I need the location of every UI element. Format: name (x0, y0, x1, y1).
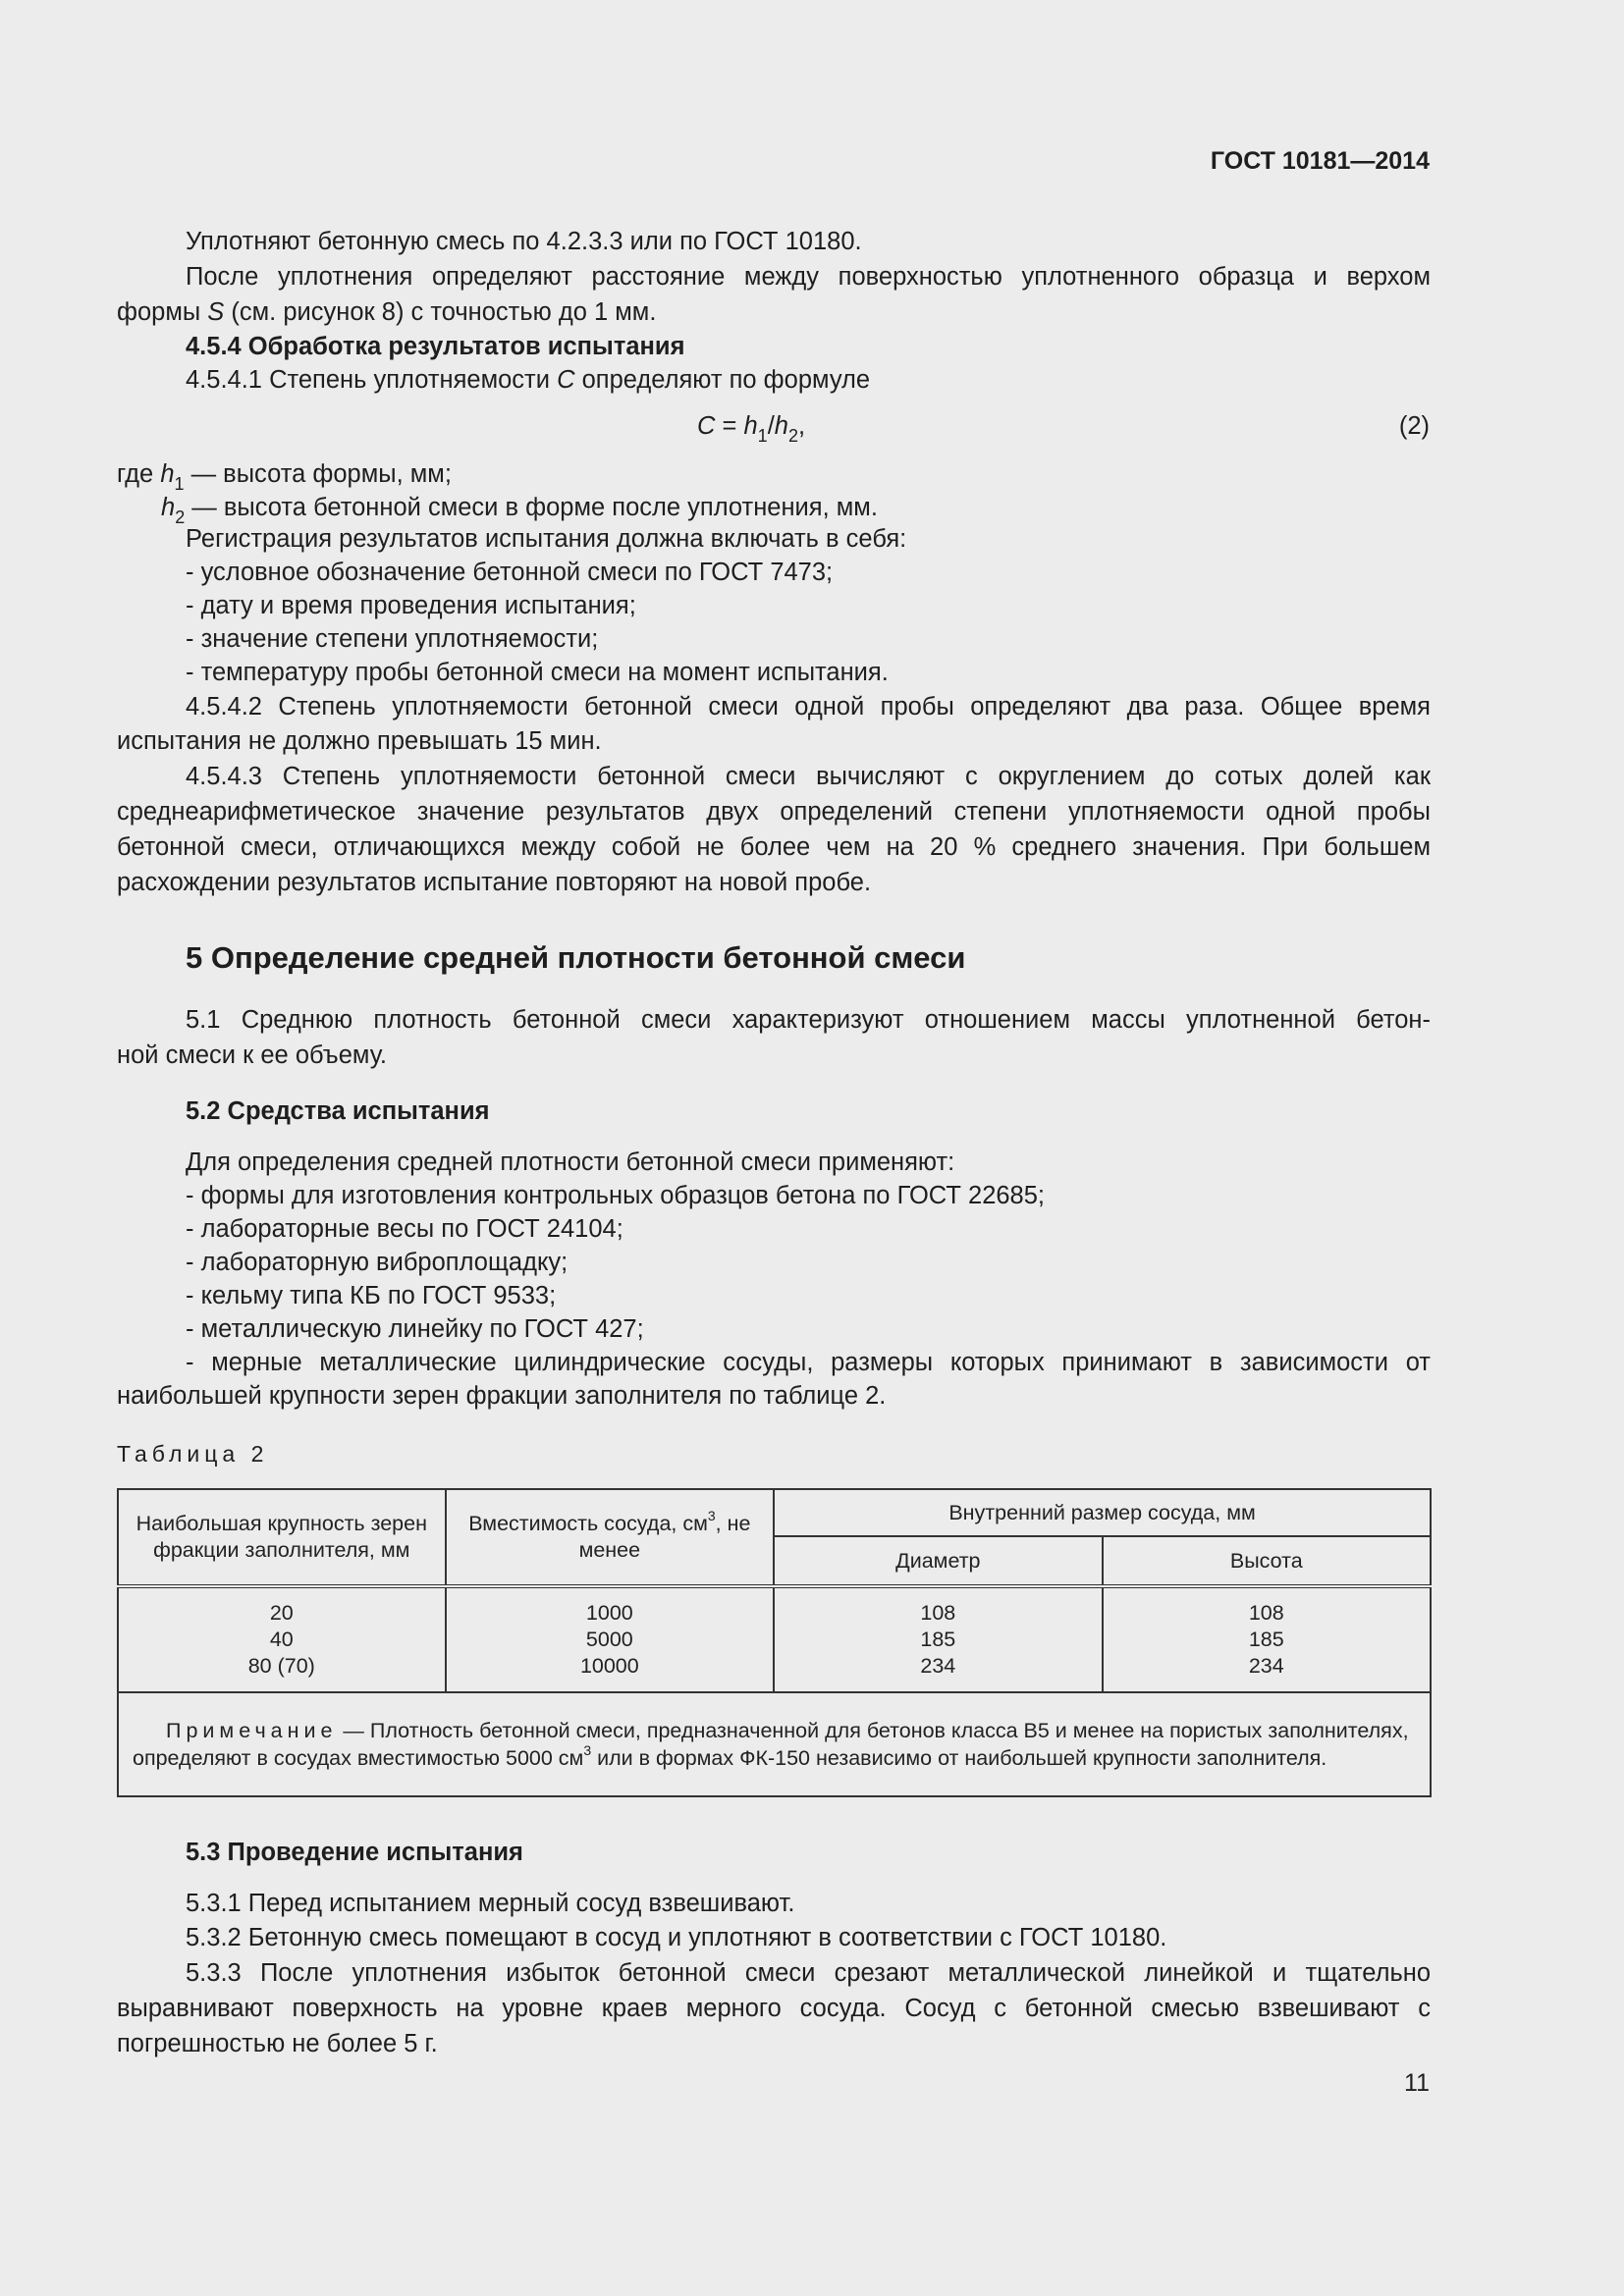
table-note: Примечание — Плотность бетонной смеси, предназначенной для бетонов класса В5 и менее на пористых заполнителях, определяют в сосудах вместимостью 5000 $см^3$ или в формах ФК-150 независимо от наибольшей крупности заполнителя. (118, 1692, 1431, 1796)
list-item: - кельму типа КБ по ГОСТ 9533; (186, 1282, 557, 1309)
paragraph-line: После уплотнения определяют расстояние между поверхностью уплотненного образца и верхом (186, 263, 1431, 291)
variable-definition: где $h_1$ — высота формы, мм; (117, 460, 452, 494)
list-item: - значение степени уплотняемости; (186, 625, 599, 653)
table-caption: Таблица 2 (117, 1441, 269, 1467)
list-item-line: наибольшей крупности зерен фракции заполнителя по таблице 2. (117, 1382, 887, 1410)
table-header-cell: Вместимость сосуда, $см^3$, не менее (446, 1489, 775, 1586)
subsection-heading: 5.2 Средства испытания (186, 1097, 490, 1125)
table-cell: 20 40 80 (70) (118, 1586, 446, 1692)
paragraph: Уплотняют бетонную смесь по 4.2.3.3 или по ГОСТ 10180. (186, 228, 862, 255)
paragraph-line: испытания не должно превышать 15 мин. (117, 727, 602, 755)
paragraph-line: 4.5.4.2 Степень уплотняемости бетонной смеси одной пробы определяют два раза. Общее время (186, 693, 1431, 721)
table-header-cell: Внутренний размер сосуда, мм (774, 1489, 1431, 1536)
list-item: - формы для изготовления контрольных образцов бетона по ГОСТ 22685; (186, 1182, 1046, 1209)
table-header-cell: Диаметр (774, 1536, 1102, 1586)
variable-definition: $h_2$ — высота бетонной смеси в форме после уплотнения, мм. (161, 494, 878, 527)
paragraph: Для определения средней плотности бетонной смеси применяют: (186, 1148, 955, 1176)
table-cell: 108 185 234 (774, 1586, 1102, 1692)
table-cell: 108 185 234 (1103, 1586, 1431, 1692)
table-cell: 1000 5000 10000 (446, 1586, 775, 1692)
list-item: - дату и время проведения испытания; (186, 592, 636, 619)
table-row (118, 1586, 1431, 1692)
list-item: - условное обозначение бетонной смеси по ГОСТ 7473; (186, 559, 834, 586)
subsection-heading: 4.5.4 Обработка результатов испытания (186, 333, 685, 360)
table-header-cell: Наибольшая крупность зерен фракции заполнителя, мм (118, 1489, 446, 1586)
paragraph-line: 5.3.3 После уплотнения избыток бетонной смеси срезают металлической линейкой и тщательно (186, 1959, 1431, 1987)
list-item: - температуру пробы бетонной смеси на момент испытания. (186, 659, 889, 686)
subsection-heading: 5.3 Проведение испытания (186, 1839, 523, 1866)
section-heading: 5 Определение средней плотности бетонной смеси (186, 940, 966, 975)
document-header: ГОСТ 10181—2014 (1210, 147, 1430, 175)
paragraph-line: среднеарифметическое значение результатов двух определений степени уплотняемости одной пробы (117, 798, 1431, 826)
paragraph: 4.5.4.1 Степень уплотняемости C определяют по формуле (186, 366, 871, 394)
table-2 (117, 1488, 1432, 1797)
list-item: - лабораторные весы по ГОСТ 24104; (186, 1215, 623, 1243)
formula: $C = h_1/h_2$, (697, 412, 806, 446)
paragraph: 5.3.1 Перед испытанием мерный сосуд взвешивают. (186, 1890, 795, 1917)
paragraph: 5.3.2 Бетонную смесь помещают в сосуд и уплотняют в соответствии с ГОСТ 10180. (186, 1924, 1167, 1951)
paragraph-line: погрешностью не более 5 г. (117, 2030, 438, 2057)
paragraph: Регистрация результатов испытания должна включать в себя: (186, 525, 907, 553)
paragraph-line: расхождении результатов испытание повторяют на новой пробе. (117, 869, 872, 896)
list-item-line: - мерные металлические цилиндрические сосуды, размеры которых принимают в зависимости от (186, 1349, 1431, 1376)
paragraph-line: ной смеси к ее объему. (117, 1041, 387, 1069)
list-item: - металлическую линейку по ГОСТ 427; (186, 1315, 644, 1343)
table-header-cell: Высота (1103, 1536, 1431, 1586)
paragraph-line: формы S (см. рисунок 8) с точностью до 1 мм. (117, 298, 657, 326)
page-number: 11 (1404, 2069, 1430, 2097)
paragraph-line: выравнивают поверхность на уровне краев мерного сосуда. Сосуд с бетонной смесью взвешивают с (117, 1995, 1431, 2022)
paragraph-line: 5.1 Среднюю плотность бетонной смеси характеризуют отношением массы уплотненной бетон- (186, 1006, 1431, 1034)
paragraph-line: бетонной смеси, отличающихся между собой не более чем на 20 % среднего значения. При большем (117, 833, 1431, 861)
formula-number: (2) (1398, 412, 1430, 440)
paragraph-line: 4.5.4.3 Степень уплотняемости бетонной смеси вычисляют с округлением до сотых долей как (186, 763, 1431, 790)
list-item: - лабораторную виброплощадку; (186, 1249, 568, 1276)
